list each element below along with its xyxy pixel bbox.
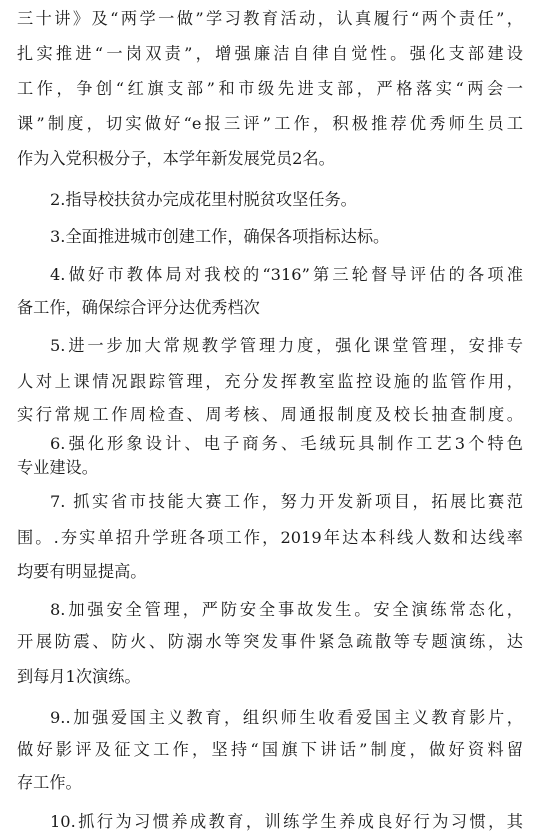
text-line: 工作，争创“红旗支部”和市级先进支部，严格落实“两会一 xyxy=(17,79,523,98)
text-line: 到每月1次演练。 xyxy=(17,667,141,686)
text-line: 备工作，确保综合评分达优秀档次 xyxy=(17,298,260,317)
text-line: 实行常规工作周检查、周考核、周通报制度及校长抽查制度。 xyxy=(17,405,523,424)
text-line: 做好影评及征文工作，坚持“国旗下讲话”制度，做好资料留 xyxy=(17,740,523,759)
list-item-4: 4.做好市教体局对我校的“316”第三轮督导评估的各项准 xyxy=(50,265,523,284)
text-line: 开展防震、防火、防溺水等突发事件紧急疏散等专题演练，达 xyxy=(17,632,523,651)
text-line: 作为入党积极分子，本学年新发展党员2名。 xyxy=(17,149,335,168)
text-line: 课”制度，切实做好“e报三评”工作，积极推荐优秀师生员工 xyxy=(17,114,523,133)
text-line: 存工作。 xyxy=(17,773,82,792)
list-item-2: 2.指导校扶贫办完成花里村脱贫攻坚任务。 xyxy=(50,190,357,209)
list-item-7: 7. 抓实省市技能大赛工作，努力开发新项目，拓展比赛范 xyxy=(50,492,523,511)
list-item-8: 8.加强安全管理，严防安全事故发生。安全演练常态化， xyxy=(50,600,523,619)
text-line: 扎实推进“一岗双责”，增强廉洁自律自觉性。强化支部建设 xyxy=(17,44,523,63)
text-line: 人对上课情况跟踪管理，充分发挥教室监控设施的监管作用， xyxy=(17,372,523,391)
list-item-9: 9..加强爱国主义教育，组织师生收看爱国主义教育影片， xyxy=(50,708,523,727)
list-item-3: 3.全面推进城市创建工作，确保各项指标达标。 xyxy=(50,227,390,246)
list-item-10: 10.抓行为习惯养成教育，训练学生养成良好行为习惯，其 xyxy=(50,812,523,831)
text-line: 均要有明显提高。 xyxy=(17,562,147,581)
text-line: 围。.夯实单招升学班各项工作，2019年达本科线人数和达线率 xyxy=(17,528,523,547)
text-line: 专业建设。 xyxy=(17,458,98,477)
list-item-5: 5.进一步加大常规教学管理力度，强化课堂管理，安排专 xyxy=(50,336,523,355)
list-item-6: 6.强化形象设计、电子商务、毛绒玩具制作工艺3个特色 xyxy=(50,434,523,453)
text-line: 三十讲》及“两学一做”学习教育活动，认真履行“两个责任”， xyxy=(17,9,523,28)
